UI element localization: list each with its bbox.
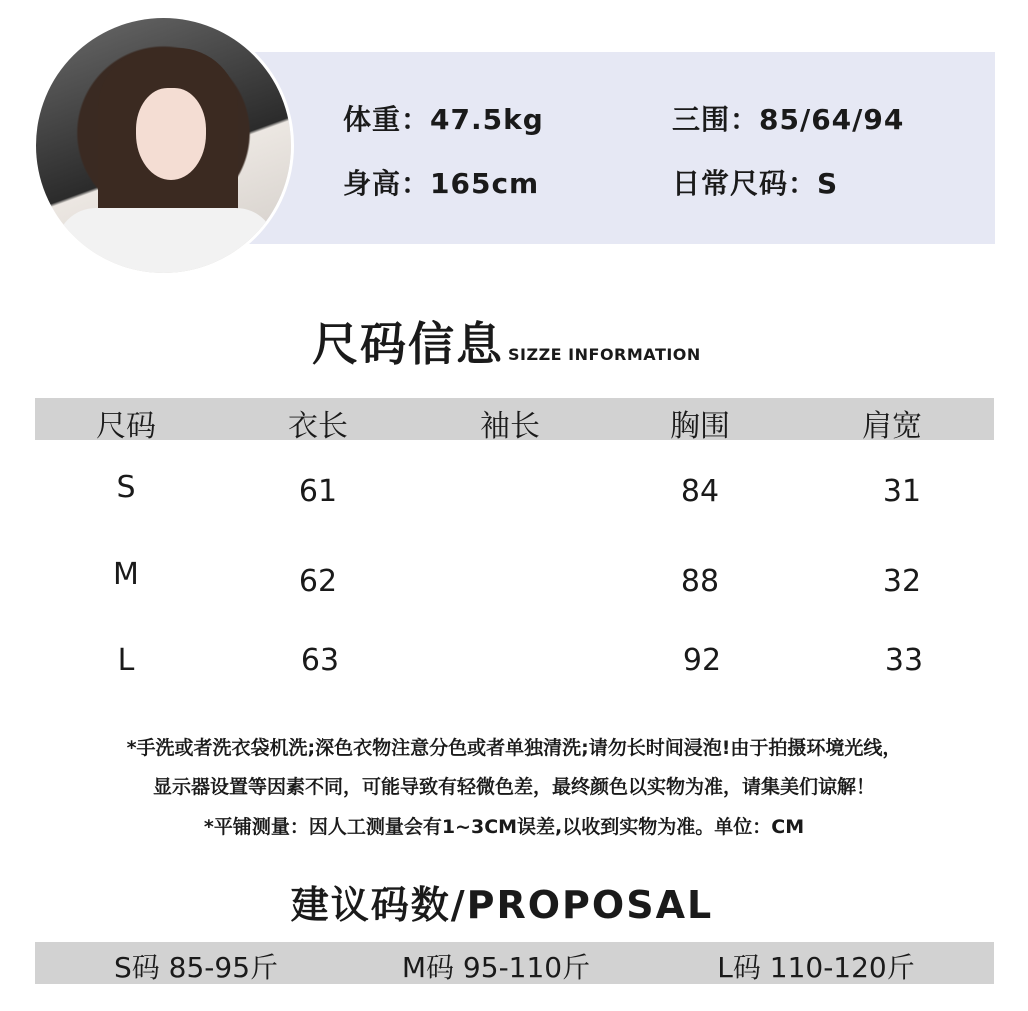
avatar-face <box>136 88 206 180</box>
header-size: 尺码 <box>96 409 156 444</box>
row-m-length: 62 <box>298 564 338 599</box>
size-info-title-en: SIZZE INFORMATION <box>508 345 701 364</box>
proposal-m: M码 95-110斤 <box>401 951 591 984</box>
proposal-s: S码 85-95斤 <box>113 951 279 984</box>
avatar-shirt <box>56 208 276 273</box>
model-height: 身高：165cm <box>343 167 540 200</box>
proposal-title: 建议码数/PROPOSAL <box>290 883 714 927</box>
row-s-size: S <box>116 470 136 505</box>
care-note-line2: 显示器设置等因素不同，可能导致有轻微色差，最终颜色以实物为准，请集美们谅解！ <box>152 776 875 798</box>
row-s-shoulder: 31 <box>882 474 922 509</box>
row-m-shoulder: 32 <box>882 564 922 599</box>
row-l-shoulder: 33 <box>884 643 924 678</box>
row-s-chest: 84 <box>680 474 720 509</box>
row-l-size: L <box>117 643 135 678</box>
row-l-chest: 92 <box>682 643 722 678</box>
measurement-note: *平铺测量：因人工测量会有1~3CM误差,以收到实物为准。单位：CM <box>203 816 805 838</box>
row-s-length: 61 <box>298 474 338 509</box>
header-length: 衣长 <box>288 409 348 444</box>
proposal-l: L码 110-120斤 <box>717 951 915 984</box>
size-info-title <box>312 308 701 374</box>
model-usual-size: 日常尺码：S <box>672 167 839 200</box>
model-avatar <box>36 18 291 273</box>
size-info-title-zh: 尺码信息 <box>312 317 504 371</box>
header-sleeve: 袖长 <box>480 409 540 444</box>
row-l-length: 63 <box>300 643 340 678</box>
care-note-line1: *手洗或者洗衣袋机洗;深色衣物注意分色或者单独清洗;请勿长时间浸泡!由于拍摄环境光线， <box>126 737 902 759</box>
header-chest: 胸围 <box>670 409 730 444</box>
header-shoulder: 肩宽 <box>862 409 922 444</box>
row-m-chest: 88 <box>680 564 720 599</box>
model-measurements: 三围：85/64/94 <box>672 103 905 136</box>
model-weight: 体重：47.5kg <box>343 103 544 136</box>
row-m-size: M <box>113 557 139 592</box>
